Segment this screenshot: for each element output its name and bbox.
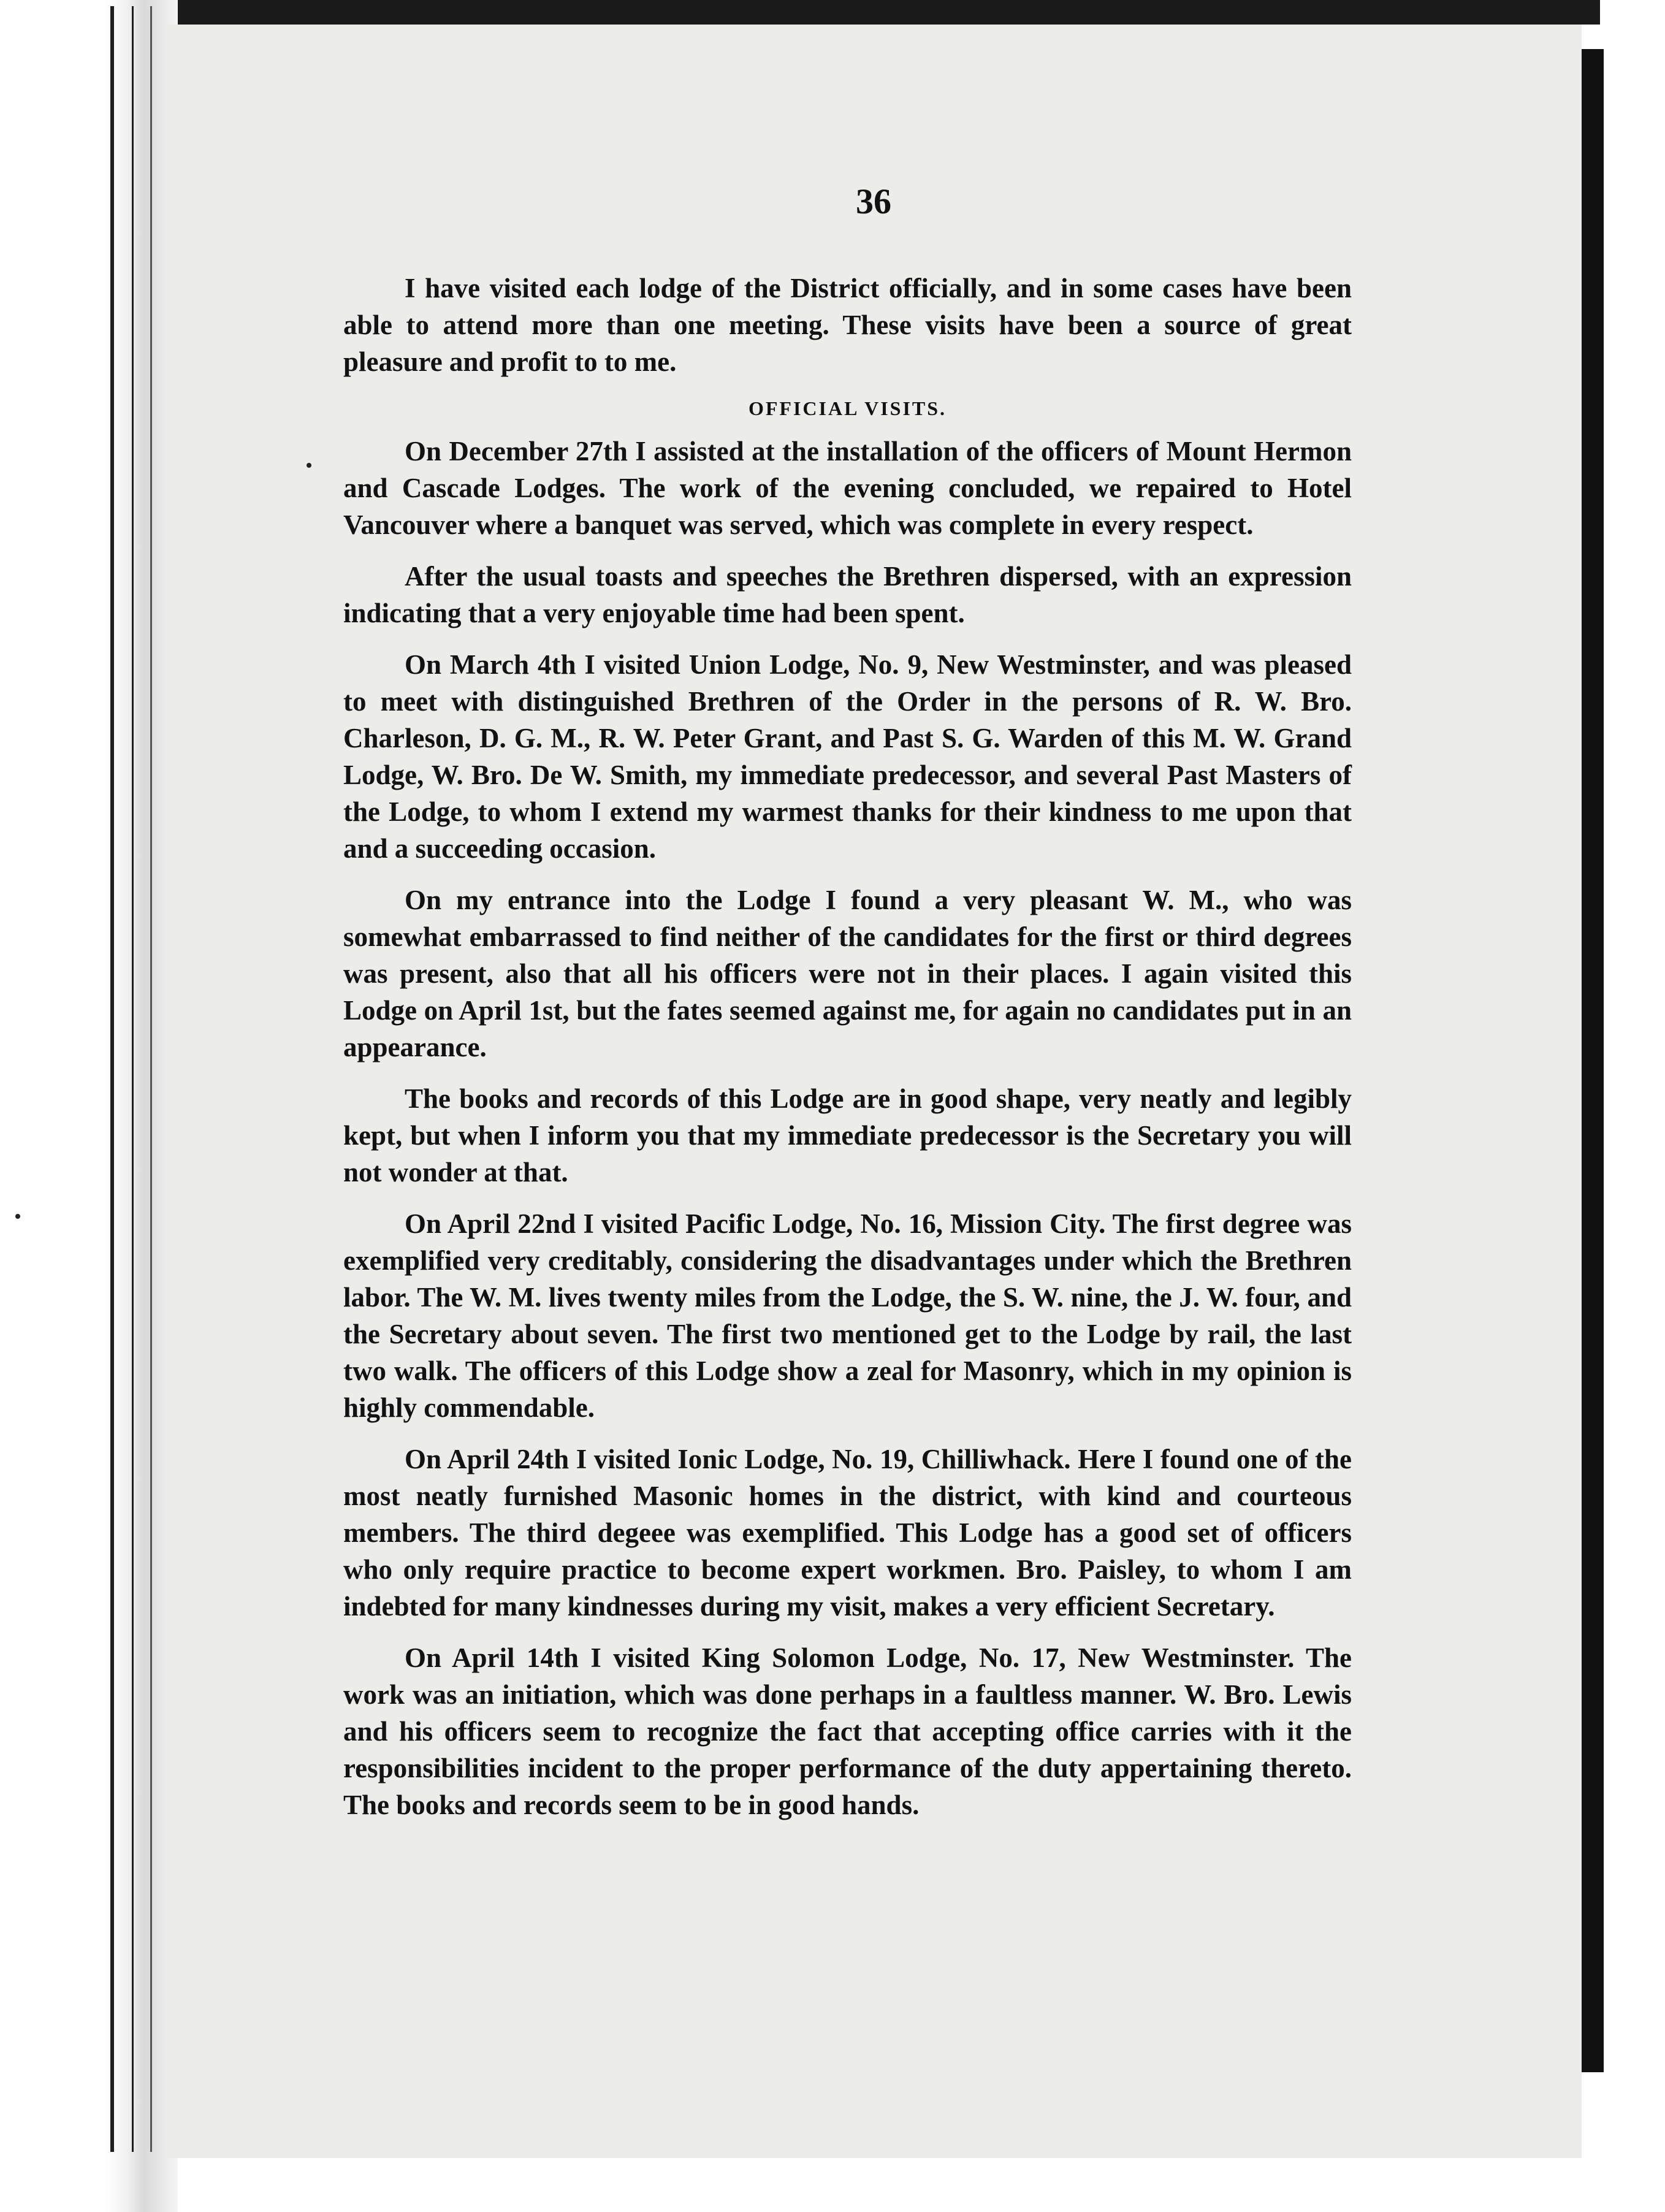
paragraph: On April 24th I visited Ionic Lodge, No. 19, Chilliwhack. Here I found one of the most neatly furnished Masonic homes in the district, with kind and courteous members. The third degeee was exemplified. This Lodge has a good set of officers who only require practice to become expert workmen. Bro. Paisley, to whom I am indebted for many kindnesses during my visit, makes a very efficient Secretary. <box>343 1444 1352 1622</box>
paragraph: On December 27th I assisted at the installation of the officers of Mount Hermon and Cascade Lodges. The work of the evening concluded, we repaired to Hotel Vancouver where a banquet was served, which was complete in every respect. <box>343 436 1352 540</box>
section-heading: OFFICIAL VISITS. <box>748 397 947 419</box>
binding-line <box>150 6 152 2152</box>
scan-top-edge <box>104 0 1600 25</box>
scan-speck <box>15 1214 20 1219</box>
paragraph: On March 4th I visited Union Lodge, No. 9, New Westminster, and was pleased to meet with distinguished Brethren of the Order in the persons of R. W. Bro. Charleson, D. G. M., R. W. Peter Grant, and Past S. G. Warden of this M. W. Grand Lodge, W. Bro. De W. Smith, my immediate predecessor, and several Past Masters of the Lodge, to whom I extend my warmest thanks for their kindness to me upon that and a succeeding occasion. <box>343 649 1352 864</box>
paragraph: On April 22nd I visited Pacific Lodge, No. 16, Mission City. The first degree was exemplified very creditably, considering the disadvantages under which the Brethren labor. The W. M. lives twenty miles from the Lodge, the S. W. nine, the J. W. four, and the Secretary about seven. The first two mentioned get to the Lodge by rail, the last two walk. The officers of this Lodge show a zeal for Masonry, which in my opinion is highly commendable. <box>343 1208 1352 1423</box>
binding-line <box>132 6 134 2152</box>
paragraph: After the usual toasts and speeches the Brethren dispersed, with an expression indicating that a very enjoyable time had been spent. <box>343 561 1352 628</box>
binding-line <box>110 6 114 2152</box>
paragraph: On my entrance into the Lodge I found a very pleasant W. M., who was somewhat embarrassed to find neither of the candidates for the first or third degrees was present, also that all his officers were not in their places. I again visited this Lodge on April 1st, but the fates seemed against me, for again no candidates put in an appearance. <box>343 885 1352 1062</box>
book-page <box>166 25 1582 2158</box>
paragraph: I have visited each lodge of the District officially, and in some cases have been able to attend more than one meeting. These visits have been a source of great pleasure and profit to to me. <box>343 273 1352 377</box>
scan-speck <box>307 463 311 468</box>
page-body <box>343 270 1352 1838</box>
paragraph: On April 14th I visited King Solomon Lodge, No. 17, New Westminster. The work was an initiation, which was done perhaps in a faultless manner. W. Bro. Lewis and his officers seem to recognize the fact that accepting office carries with it the responsibilities incident to the proper performance of the duty appertaining thereto. The books and records seem to be in good hands. <box>343 1642 1352 1820</box>
paragraph: The books and records of this Lodge are in good shape, very neatly and legibly kept, but when I inform you that my immediate predecessor is the Secretary you will not wonder at that. <box>343 1083 1352 1188</box>
scan-right-edge <box>1582 49 1604 2072</box>
page-number: 36 <box>856 181 891 221</box>
